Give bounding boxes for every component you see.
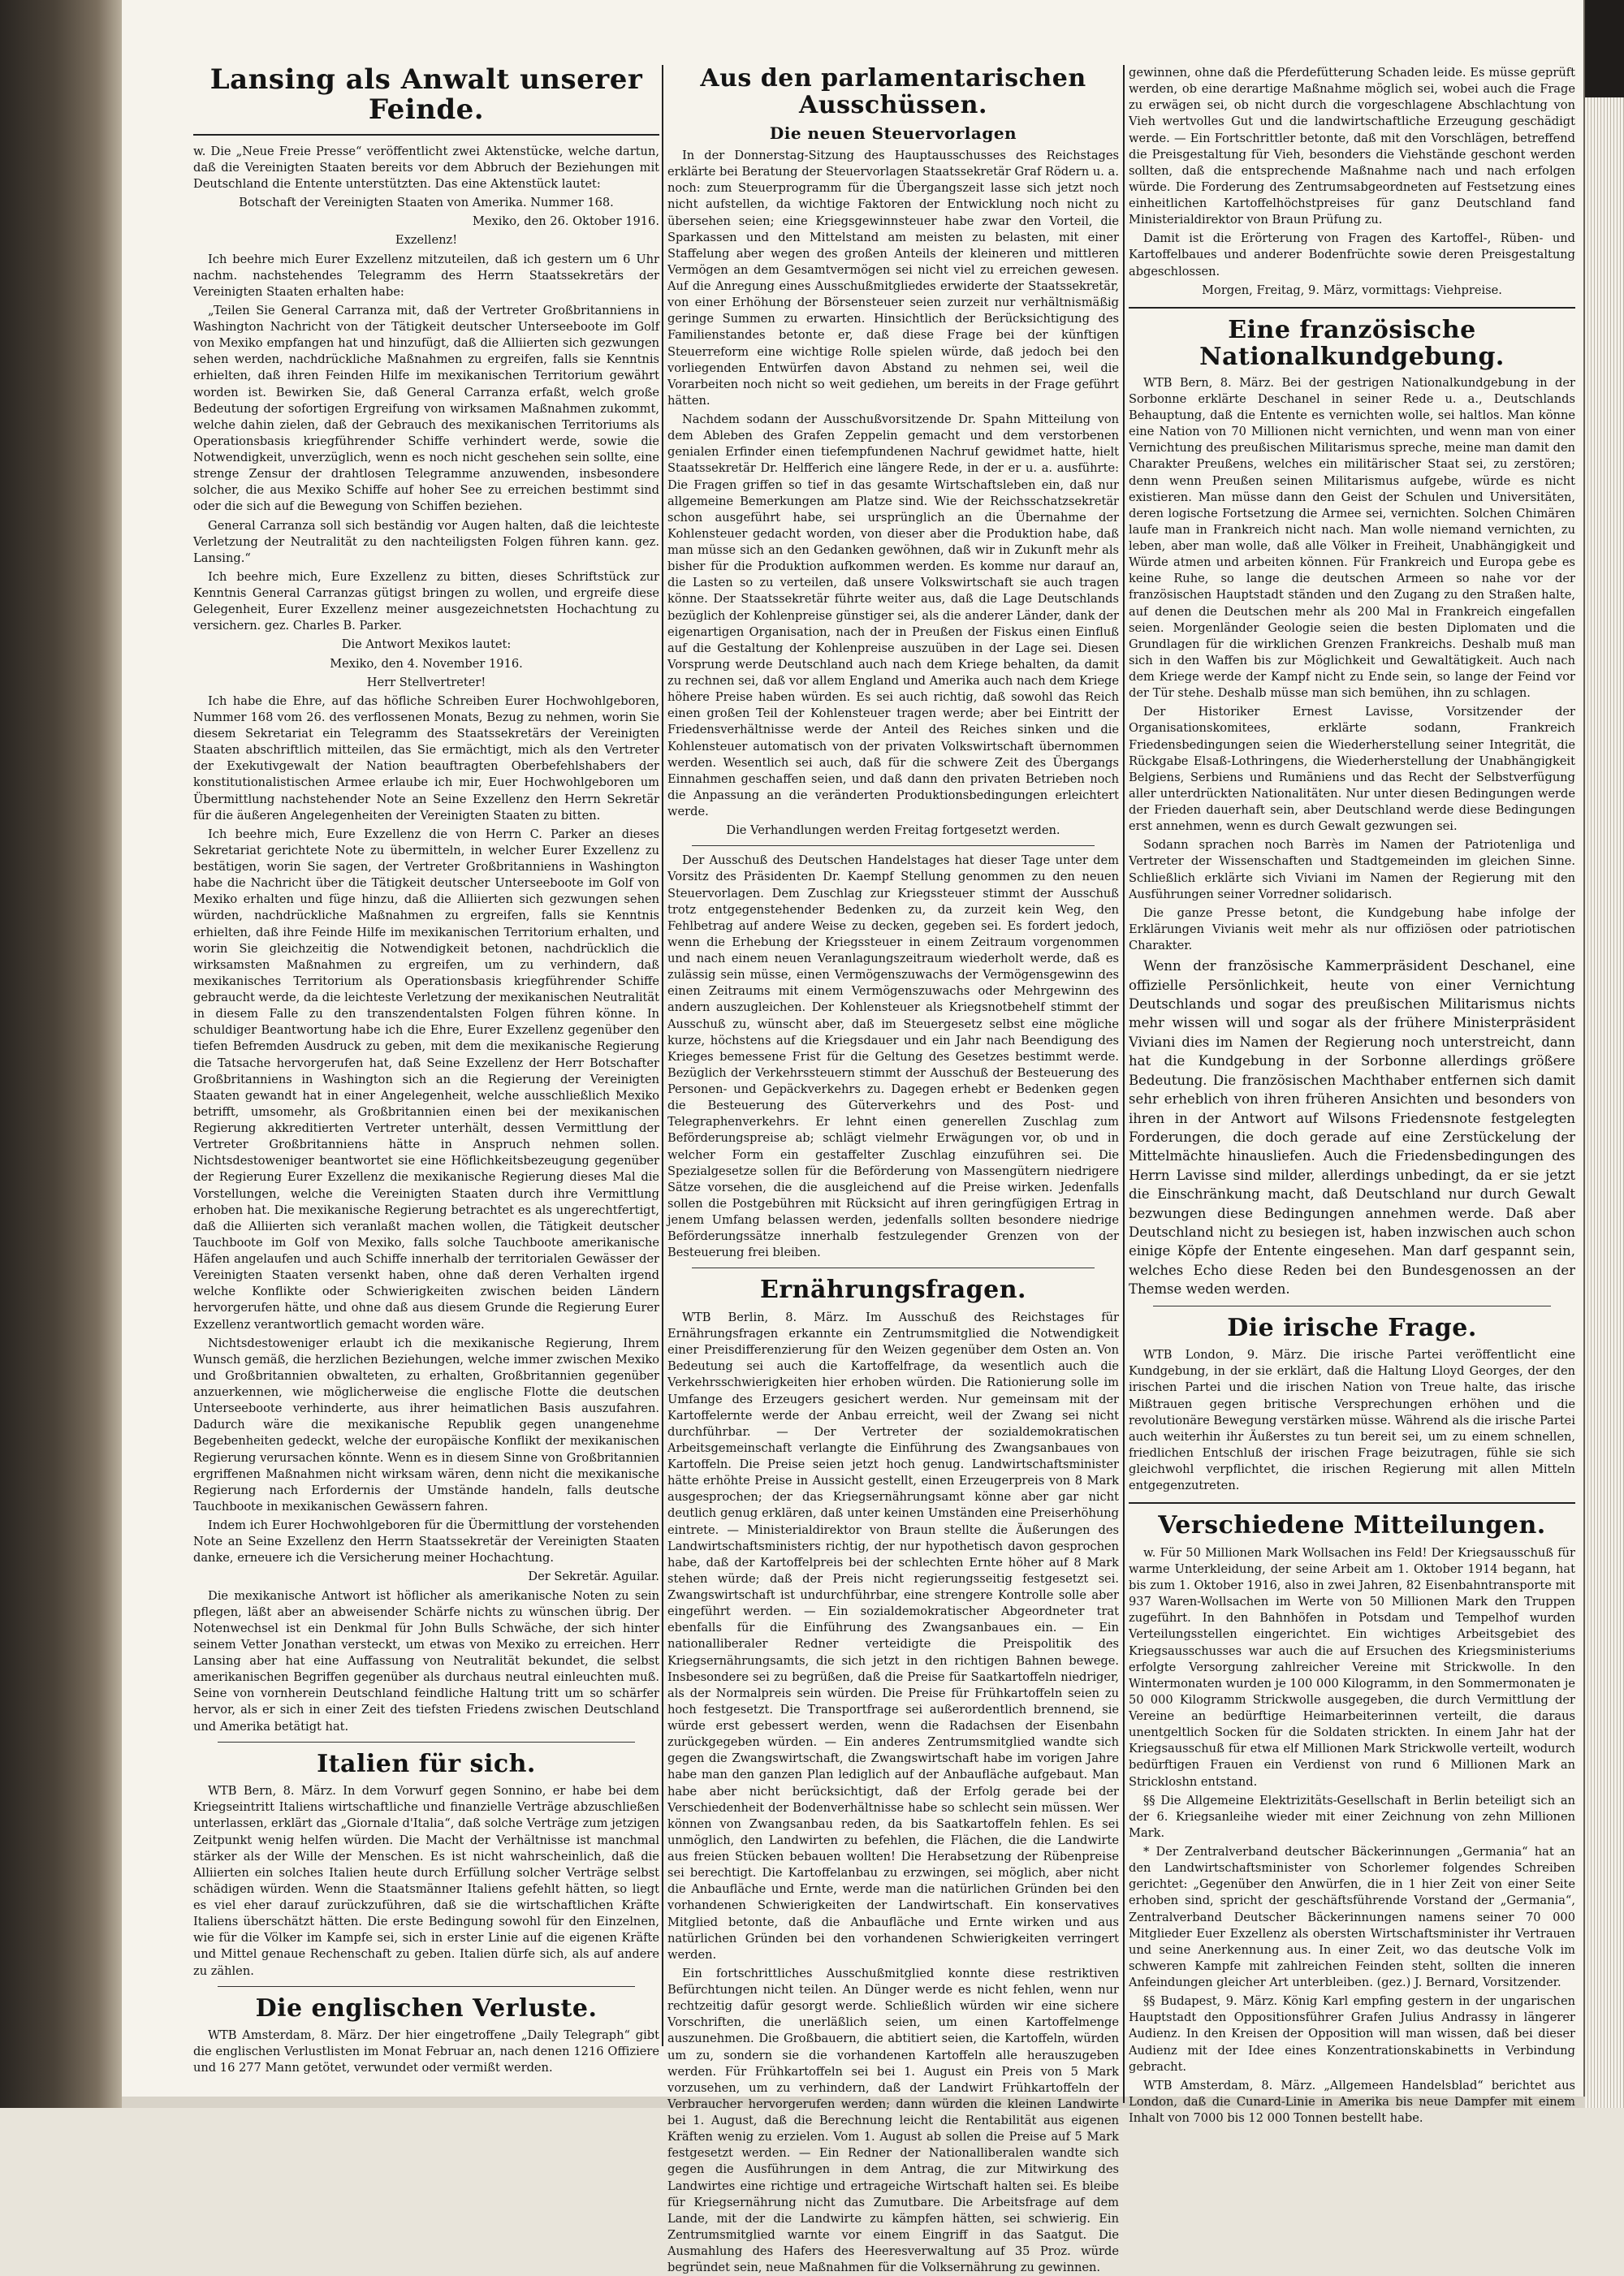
paragraph: In der Donnerstag-Sitzung des Hauptausschusses des Reichstages erklärte bei Beratung der Steuervorlagen Staatssekretär Graf Rödern u. a. noch: zum Steuerprogramm für die Übergangszeit lasse sich jetzt noch nicht aufstellen, da wichtige Faktoren der Entwicklung noch nicht zu übersehen seien; eine Kriegsgewinnsteuer habe zwar den Vorteil, die Sparkassen und den Mittelstand am meisten zu belasten, mit einer Staffelung aber wegen des großen Anteils der kleineren und mittleren Vermögen an dem Gesamtvermögen sei nicht viel zu erreichen gewesen. Auf die Anregung eines Ausschußmitgliedes erwiderte der Staatssekretär, von einer Erhöhung der Börsensteuer seien zurzeit nur verhältnismäßig geringe Summen zu erwarten. Hinsichtlich der Berücksichtigung des Familienstandes betonte er, daß diese Frage bei der künftigen Steuerreform eine wichtige Rolle spielen würde, daß jedoch bei den vorliegenden Entwürfen davon Abstand zu nehmen sei, weil die Vorarbeiten noch nicht so weit gediehen, um bereits in der Frage geführt hätten. — [667, 149, 1119, 408]
paragraph: Indem ich Eurer Hochwohlgeboren für die Übermittlung der vorstehenden Note an Seine Exzellenz den Herrn Staatssekretär der Vereinigten Staaten danke, erneuere ich die Versicherung meiner Hochachtung. — [193, 1518, 659, 1566]
dateline: Mexiko, den 4. November 1916. — [330, 656, 523, 671]
salutation: Herr Stellvertreter! — [366, 675, 486, 689]
paragraph: Der Historiker Ernest Lavisse, Vorsitzender der Organisationskomitees, erklärte sodann, Frankreich Friedensbedingungen seien die Wiederherstellung seiner Integrität, die Rückgabe Elsaß-Lothringens, die Wiederherstellung der Unabhängigkeit Belgiens, Serbiens und Rumäniens und das Recht der Selbstverfügung aller unterdrückten Nationalitäten. Nur unter diesen Bedingungen werde der Frieden dauerhaft sein, aber Deutschland werde diese Bedingungen erst annehmen, wenn es durch Gewalt gezwungen sei. — [1129, 705, 1575, 834]
subheading: Die Antwort Mexikos lautet: — [341, 637, 512, 652]
paragraph: * Der Zentralverband deutscher Bäckerinnungen „Germania“ hat an den Landwirtschaftsminister von Schorlemer folgendes Schreiben gerichtet: „Gegenüber den Anwürfen, die in 1 hier Zeit von einer Seite erhoben sind, spricht der geschäftsführende Vorstand der „Germania“, Zentralverband Deutscher Bäckerinnungen namens seiner 70 000 Mitglieder Euer Exzellenz als obersten Wirtschaftsminister ihr Vertrauen und seine Anerkennung aus. In einer Zeit, wo das deutsche Volk im schweren Kampfe mit zahlreichen Feinden steht, sollten die inneren Anfeindungen gleicher Art unterbleiben. (gez.) J. Bernard, Vorsitzender. — [1129, 1845, 1575, 1990]
paragraph: WTB Amsterdam, 8. März. „Allgemeen Handelsblad“ berichtet aus London, daß die Cunard-Linie in Amerika bis neue Dampfer mit einem Inhalt von 7000 bis 12 000 Tonnen bestellt habe. — [1129, 2078, 1575, 2126]
paragraph: Botschaft der Vereinigten Staaten von Amerika. Nummer 168. — [239, 196, 614, 210]
paragraph: Nachdem sodann der Ausschußvorsitzende Dr. Spahn Mitteilung von dem Ableben des Grafen Zeppelin gemacht und dem verstorbenen genialen Erfinder einen tiefempfundenen Nachruf gewidmet hatte, hielt Staatssekretär Dr. Helfferich eine längere Rede, in der er u. a. ausführte: Die Fragen griffen so tief in das gesamte Wirtschaftsleben ein, daß nur allgemeine Bemerkungen am Platze sind. Wie der Reichsschatzsekretär schon ausgeführt habe, sei ursprünglich an die Übernahme der Kohlensteuer gedacht worden, von dieser aber die Produktion habe, daß man müsse sich an den Gedanken gewöhnen, daß wir in Zukunft mehr als bisher für die Produktion aufkommen werden. Es komme nur darauf an, die Lasten so zu verteilen, daß unsere Volkswirtschaft sie auch tragen könne. Der Staatssekretär führte weiter aus, daß die Lage Deutschlands bezüglich der Kohlenpreise günstiger sei, als die anderer Länder, dank der eigenartigen Organisation, nach der in Preußen der Fiskus einen Einfluß auf die Gestaltung der Kohlenpreise auszuüben in der Lage sei. Diesen Vorsprung werde Deutschland auch nach dem Kriege behalten, da damit zu rechnen sei, daß vor allem England und Amerika auch nach dem Kriege höhere Preise haben würden. Es sei auch richtig, daß sowohl das Reich einen großen Teil der Kohlensteuer tragen werde; aber bei Eintritt der Friedensverhältnisse werde der Anteil des Reiches sinken und die Kohlensteuer automatisch von der privaten Volkswirtschaft übernommen werden. Wesentlich sei auch, daß für die schwere Zeit des Übergangs Einnahmen geschaffen seien, und daß dann den privaten Betrieben noch die Anpassung an die veränderten Produktionsbedingungen erleichtert werde. — [667, 412, 1119, 818]
page-edges — [1583, 0, 1624, 2108]
headline-ernaehrung: Ernährungsfragen. — [760, 1276, 1026, 1305]
paragraph: Morgen, Freitag, 9. März, vormittags: Viehpreise. — [1202, 283, 1502, 297]
dateline: Mexiko, den 26. Oktober 1916. — [472, 214, 659, 229]
divider — [218, 1742, 635, 1743]
salutation: Exzellenz! — [395, 233, 458, 248]
divider — [1129, 307, 1575, 309]
paragraph: §§ Budapest, 9. März. König Karl empfing gestern in der ungarischen Hauptstadt den Oppositionsführer Grafen Julius Andrassy in längerer Audienz. In den Kreisen der Opposition will man wissen, daß bei dieser Audienz mit der Idee eines Konzentrationskabinetts in Verbindung gebracht. — [1129, 1994, 1575, 2074]
paragraph: WTB London, 9. März. Die irische Partei veröffentlicht eine Kundgebung, in der sie erklärt, daß die Haltung Lloyd Georges, der den irischen Partei und die irischen Nation von Treue halte, das irische Mißtrauen gegen britische Versprechungen erhöhen und die revolutionäre Bewegung verstärken müsse. Während als die irische Partei auch weiterhin ihr Äußerstes zu tun bereit sei, um zu einem schnellen, friedlichen Entschluß der irischen Frage beizutragen, fühle sie sich gleichwohl verpflichtet, die irischen Regierung mit allen Mitteln entgegenzutreten. — [1129, 1348, 1575, 1493]
paragraph: Nichtsdestoweniger erlaubt ich die mexikanische Regierung, Ihrem Wunsch gemäß, die herzlichen Beziehungen, welche immer zwischen Mexiko und Großbritannien obwalteten, zu erhalten, Großbritannien gegenüber anzuerkennen, wie möglicherweise die englische Flotte die deutschen Unterseeboote verhinderte, aus ihrer heimatlichen Basis auszufahren. Dadurch wäre die mexikanische Republik gegen unangenehme Begebenheiten gedeckt, welche der europäische Konflikt der mexikanischen Regierung verursachen könnte. Wenn es in diesem Sinne von Großbritannien ergriffenen Maßnahmen nicht wirksam wären, denn nicht die mexikanische Regierung nach Erfordernis der Umstände handeln, falls deutsche Tauchboote in mexikanischen Gewässern fahren. — [193, 1336, 659, 1514]
signature: Der Sekretär. Aguilar. — [528, 1570, 659, 1584]
headline-nationalkundgebung: Eine französische Nationalkundgebung. — [1199, 315, 1505, 371]
column-rule-1 — [662, 65, 663, 2046]
paragraph: WTB Bern, 8. März. Bei der gestrigen Nationalkundgebung in der Sorbonne erklärte Deschanel in seiner Rede u. a., Deutschlands Behauptung, daß die Entente es vernichten wolle, sei haltlos. Man könne eine Nation von 70 Millionen nicht vernichten, und wenn man von einer Vernichtung des preußischen Militarismus spreche, meine man damit den Charakter Preußens, welches ein militärischer Staat sei, zu zerstören; denn wenn Preußen seinen Militarismus aufgebe, würde es nicht existieren. Man müsse dann den Geist der Schulen und Universitäten, deren logische Fortsetzung die Armee sei, vernichten. Solchen Chimären laufe man in Frankreich nicht nach. Man wolle niemand vernichten, zu leben, aber man wolle, daß alle Völker in Freiheit, Unabhängigkeit und Würde atmen und arbeiten können. Für Frankreich und Europa gebe es keine Ruhe, so lange die deutschen Armeen so nahe vor der französischen Hauptstadt ständen und den Zugang zu den Straßen halte, auf denen die Deutschen mehr als 200 Mal in Frankreich eingefallen seien. Morgenländer Geologie seien die besten Diplomaten und die Grundlagen für die wirklichen Grenzen Frankreichs. Deshalb muß man sich in den Waffen bis zur Möglichkeit und Gewaltätigkeit. Auch nach dem Kriege werde der Kampf nicht zu Ende sein, so lange der Feind vor der Tür stehe. Deshalb müsse man sich bemühen, ihn zu schlagen. — [1129, 375, 1575, 701]
paragraph: w. Für 50 Millionen Mark Wollsachen ins Feld! Der Kriegsausschuß für warme Unterkleidung, der seine Arbeit am 1. Oktober 1914 begann, hat bis zum 1. Oktober 1916, also in zwei Jahren, 82 Eisenbahntransporte mit 937 Waren-Wollsachen im Werte von 50 Millionen Mark den Truppen zugeführt. In den Bahnhöfen in Potsdam und Tempelhof wurden Verteilungsstellen eingerichtet. Ein wichtiges Arbeitsgebiet des Kriegsausschusses war auch die auf Ersuchen des Kriegsministeriums erfolgte Versorgung zahlreicher Vereine mit Strickwolle. In den Wintermonaten wurden je 100 000 Kilogramm, in den Sommermonaten je 50 000 Kilogramm Strickwolle ausgegeben, die durch Vermittlung der Vereine an bedürftige Heimarbeiterinnen verteilt, die daraus unentgeltlich Socken für die Soldaten strickten. In einem Jahr hat der Kriegsausschuß für etwa elf Millionen Mark Strickwolle verteilt, wodurch bedürftigen Frauen ein Verdienst von rund 6 Millionen Mark an Strickloshn entstand. — [1129, 1545, 1575, 1789]
column-2 — [667, 64, 1119, 2275]
paragraph: Die ganze Presse betont, die Kundgebung habe infolge der Erklärungen Vivianis weit mehr als nur offiziösen oder patriotischen Charakter. — [1129, 905, 1575, 952]
paragraph: „Teilen Sie General Carranza mit, daß der Vertreter Großbritanniens in Washington Nachricht von der Tätigkeit deutscher Unterseeboote im Golf von Mexiko empfangen hat und hinzufügt, daß die Alliierten sich gezwungen sehen werden, nachdrückliche Maßnahmen zu ergreifen, falls sie Kenntnis erhielten, daß ihren Feinden Hilfe im mexikanischen Territorium gewährt worden ist. Bewirken Sie, daß General Carranza erfaßt, welch große Bedeutung der sofortigen Ergreifung von wirksamen Maßnahmen zukommt, welche dahin zielen, daß der Gebrauch des mexikanischen Territoriums als Operationsbasis kriegführender Schiffe verhindert werde, sowie die Notwendigkeit, unverzüglich, wenn es noch nicht geschehen sein sollte, eine strenge Zensur der drahtlosen Telegramme anzuwenden, insbesondere solcher, die aus Mexiko Schiffe auf hoher See zu erreichen bestimmt sind oder die sich auf die Bewegung von Schiffen beziehen. — [193, 303, 659, 514]
headline-verluste: Die englischen Verluste. — [255, 1993, 598, 2023]
headline-italien: Italien für sich. — [317, 1749, 536, 1778]
paragraph: WTB Bern, 8. März. In dem Vorwurf gegen Sonnino, er habe bei dem Kriegseintritt Italiens wirtschaftliche und finanzielle Verträge abzuschließen unterlassen, erklärt das „Giornale d'Italia“, daß solche Verträge zum jetzigen Zeitpunkt wenig helfen würden. Die Macht der Verhältnisse ist manchmal stärker als der Wille der Menschen. Es ist nicht wahrscheinlich, daß die Alliierten ein solches Italien heute durch Erfüllung solcher Verträge selbst schädigen würden. Wenn die Staatsmänner Italiens gefehlt hätten, so liegt es viel eher darauf zurückzuführen, daß sie die wirtschaftlichen Kräfte Italiens überschätzt hätten. Die erste Bedingung sowohl für den Einzelnen, wie für die Völker im Kampfe sei, sich in erster Linie auf die eigenen Kräfte und Mittel genaue Rechenschaft zu geben. Italien dürfe sich, als auf andere zu zählen. — [193, 1784, 659, 1978]
paragraph: Damit ist die Erörterung von Fragen des Kartoffel-, Rüben- und Kartoffelbaues und anderer Bodenfrüchte sowie deren Preisgestaltung abgeschlossen. — [1129, 231, 1575, 279]
paragraph: Die Verhandlungen werden Freitag fortgesetzt werden. — [726, 823, 1060, 838]
divider — [193, 134, 659, 136]
paragraph: Ich beehre mich, Eure Exzellenz die von Herrn C. Parker an dieses Sekretariat gerichtete Note zu übermitteln, in welcher Eurer Exzellenz zu bestätigen, worin Sie sagen, der Vertreter Großbritanniens in Washington habe die Nachricht über die Tätigkeit deutscher Unterseeboote im Golf von Mexiko erhalten und füge hinzu, daß die Alliierten sich gezwungen sehen würden, nachdrückliche Maßnahmen zu ergreifen, falls sie Kenntnis erhielten, daß ihre Feinde Hilfe im mexikanischen Territorium erhalten, und worin Sie gleichzeitig die Notwendigkeit betonen, nachdrücklich die wirksamsten Maßnahmen zu ergreifen, um zu verhindern, daß mexikanisches Territorium als Operationsbasis kriegführender Schiffe gebraucht werde, da die leichteste Verletzung der mexikanischen Neutralität in diesem Falle zu den transzendentalsten Folgen führen könne. In schuldiger Beantwortung habe ich die Ehre, Eurer Exzellenz gegenüber den tiefen Befremden Ausdruck zu geben, mit dem die mexikanische Regierung die Tatsache hervorgerufen hat, daß Seine Exzellenz der Herr Botschafter Großbritanniens in Washington sich an die Regierung der Vereinigten Staaten gewandt hat in einer Angelegenheit, welche ausschließlich Mexiko betrifft, umsomehr, als Großbritannien einen bei der mexikanischen Regierung akkreditierten Vertreter unterhält, dessen Vermittlung der Vertreter Großbritanniens hätte in Anspruch nehmen sollen. Nichtsdestoweniger beantwortet sie eine Höflichkeitsbezeugung gegenüber der Regierung Eurer Exzellenz die mexikanische Regierung dieses Mal die Vorstellungen, welche die Vereinigten Staaten durch ihre Vermittlung erhoben hat. Die mexikanische Regierung betrachtet es als ungerechtfertigt, daß die Alliierten sich veranlaßt machen wollen, die Tätigkeit deutscher Tauchboote im Golf von Mexiko, falls solche Tauchboote amerikanische Häfen angelaufen und auch Schiffe innerhalb der territorialen Gewässer der Vereinigten Staaten versenkt haben, ohne daß deren Verhalten irgend welche Konflikte oder Schwierigkeiten zwischen beiden Ländern hervorgerufen hätte, und ohne daß aus diesem Grunde die Regierung Eurer Exzellenz verantwortlich gemacht worden wäre. — [193, 827, 659, 1332]
headline-ausschuesse: Aus den parlamentarischen Ausschüssen. — [700, 64, 1086, 119]
divider — [1129, 1502, 1575, 1504]
headline-lansing: Lansing als Anwalt unserer Feinde. — [209, 63, 643, 127]
article-lansing — [193, 144, 659, 1735]
paragraph: w. Die „Neue Freie Presse“ veröffentlicht zwei Aktenstücke, welche dartun, daß die Vereinigten Staaten bereits vor dem Abbruch der Beziehungen mit Deutschland die Entente unterstützten. Das eine Aktenstück lautet: — [193, 144, 659, 192]
page-edge-shadow — [1585, 0, 1624, 97]
divider — [218, 1986, 635, 1987]
headline-irische-frage: Die irische Frage. — [1227, 1313, 1477, 1342]
paragraph: gewinnen, ohne daß die Pferdefütterung Schaden leide. Es müsse geprüft werden, ob eine derartige Maßnahme möglich sei, wobei auch die Frage zu erwägen sei, ob nicht durch die vorgeschlagene Abschlachtung von Vieh wertvolles Gut und die landwirtschaftliche Erzeugung geschädigt werde. — Ein Fortschrittler betonte, daß mit den Vorschlägen, betreffend die Preisgestaltung für Vieh, besonders die Viehstände geschont werden sollten, daß die entsprechende Maßnahme nach und nach erfolgen würde. Die Forderung des Zentrumsabgeordneten auf Festsetzung eines einheitlichen Kartoffelhöchstpreises für ganz Deutschland fand Ministerialdirektor von Braun Prüfung zu. — [1129, 66, 1575, 227]
book-binding — [0, 0, 122, 2108]
divider — [692, 845, 1095, 846]
paragraph: Der Ausschuß des Deutschen Handelstages hat dieser Tage unter dem Vorsitz des Präsidenten Dr. Kaempf Stellung genommen zu den neuen Steuervorlagen. Dem Zuschlag zur Kriegssteuer stimmt der Ausschuß trotz entgegenstehender Bedenken zu, da zurzeit kein Weg, den Fehlbetrag auf andere Weise zu decken, gegeben sei. Es fordert jedoch, wenn die Erhebung der Kriegssteuer in einem Zeitraum vorgenommen und nach einem neuen Veranlagungszeitraum wiederholt werde, daß es zulässig sein müsse, einen Vermögenszuwachs der Vermögensgewinn des einen Zeitraums mit einem Vermögenszuwachs oder Mehrgewinn des andern auszugleichen. Der Kohlensteuer als Kriegsnotbehelf stimmt der Ausschuß zu, wünscht aber, daß im Steuergesetz selbst eine mögliche kurze, höchstens auf die Kriegsdauer und ein Jahr nach Beendigung des Krieges bemessene Frist für die Geltung des Gesetzes bestimmt werde. Bezüglich der Verkehrssteuern stimmt der Ausschuß der Besteuerung des Personen- und Gepäckverkehrs zu. Dagegen erhebt er Bedenken gegen die Besteuerung des Güterverkehrs und des Post- und Telegraphenverkehrs. Er lehnt einen generellen Zuschlag zum Beförderungspreise ab; schlägt vielmehr Erwägungen vor, ob und in welcher Form ein gestaffelter Zuschlag einzuführen sei. Die Spezialgesetze sollen für die Beförderung von Massengütern niedrigere Sätze vorsehen, die die ausgleichend auf die Preise wirken. Jedenfalls sollen die Postgebühren mit Rücksicht auf ihren geringfügigen Ertrag in jenem Umfang belassen werden, jedenfalls sollten besondere niedrige Beförderungssätze innerhalb festzulegender Grenzen von der Besteuerung frei bleiben. — [667, 853, 1119, 1260]
paragraph: General Carranza soll sich beständig vor Augen halten, daß die leichteste Verletzung der Neutralität zu den nachteiligsten Folgen führen kann. gez. Lansing.“ — [193, 518, 659, 565]
paragraph: Ich habe die Ehre, auf das höfliche Schreiben Eurer Hochwohlgeboren, Nummer 168 vom 26. des verflossenen Monats, Bezug zu nehmen, worin Sie diesem Sekretariat ein Telegramm des Staatssekretärs der Vereinigten Staaten abschriftlich mitteilen, das Sie ermächtigt, mich als den Vertreter der Exekutivgewalt der Nation beauftragten Oberbefehlshabers der konstitutionalistischen Armee erlaube ich mir, Euer Hochwohlgeboren um Übermittlung nachstehender Note an Seine Exzellenz den Herrn Sekretär für die äußeren Angelegenheiten der Vereinigten Staaten zu bitten. — [193, 693, 659, 823]
column-1 — [193, 63, 659, 2075]
paragraph: Die mexikanische Antwort ist höflicher als amerikanische Noten zu sein pflegen, läßt aber an abweisender Schärfe nichts zu wünschen übrig. Der Notenwechsel ist ein Denkmal für John Bulls Schwäche, der sich hinter seinem Vetter Jonathan versteckt, um etwas von Mexiko zu erreichen. Herr Lansing aber hat eine Auffassung von Neutralität bekundet, die selbst amerikanischen Begriffen gegenüber als durchaus neutral einleuchten muß. Seine von vornherein Deutschland feindliche Haltung tritt um so schärfer hervor, als er sich in einer Zeit des tiefsten Friedens zwischen Deutschland und Amerika betätigt hat. — [193, 1588, 659, 1734]
paragraph: Ich beehre mich Eurer Exzellenz mitzuteilen, daß ich gestern um 6 Uhr nachm. nachstehendes Telegramm des Herrn Staatssekretärs der Vereinigten Staaten erhalten habe: — [193, 252, 659, 299]
paragraph: §§ Die Allgemeine Elektrizitäts-Gesellschaft in Berlin beteiligt sich an der 6. Kriegsanleihe wieder mit einer Zeichnung von zehn Millionen Mark. — [1129, 1793, 1575, 1840]
headline-mitteilungen: Verschiedene Mitteilungen. — [1158, 1511, 1546, 1540]
paragraph: Ein fortschrittliches Ausschußmitglied konnte diese restriktiven Befürchtungen nicht teilen. An Dünger werde es nicht fehlen, wenn nur rechtzeitig dafür gesorgt werde. Schließlich würden wir eine sichere Vorschriften, die unerläßlich seien, um einen Kartoffelmenge auszunehmen. Die Großbauern, die abtitiert seien, die Kartoffeln, würden um zu, sondern sie die vorhandenen Kartoffeln alle herauszugeben werden. Für Frühkartoffeln sei bei 1. August ein Preis von 5 Mark vorzusehen, um zu verhindern, daß der Landwirt Frühkartoffeln der Verbraucher hervorgerufen werden; dann würden die kleinen Landwirte bei 1. August, daß die Berechnung leicht die Rentabilität aus eigenen Kräften wenig zu erzielen. Vom 1. August ab sollen die Preise auf 5 Mark festgesetzt werden. — Ein Redner der Nationalliberalen wandte sich gegen die Ausführungen in dem Antrag, die zur Mitwirkung des Landwirtes eine richtige und ertrageiche Wirtschaft halten sei. Es bleibe für Kriegsernährung nicht das Zumutbare. Die Arbeitsfrage auf dem Lande, mit der die Landwirte zu kämpfen hätten, sei schwierig. Ein Zentrumsmitglied warnte vor einem Eingriff in das Saatgut. Die Ausmahlung des Hafers des Heeresverwaltung auf 35 Proz. würde begründet sein, neue Maßnahmen für die Volksernährung zu gewinnen. — [667, 1966, 1119, 2275]
paragraph: Wenn der französische Kammerpräsident Deschanel, eine offizielle Persönlichkeit, heute von einer Vernichtung Deutschlands und sogar des preußischen Militarismus nichts mehr wissen will und sogar als der frühere Ministerpräsident Viviani dies im Namen der Regierung noch unterstreicht, dann hat die Kundgebung in der Sorbonne allerdings größere Bedeutung. Die französischen Machthaber entfernen sich damit sehr erheblich von ihren früheren Ansichten und besonders von ihren in der Antwort auf Wilsons Friedensnote festgelegten Forderungen, die doch gerade auf eine Zerstückelung der Mittelmächte hinausliefen. Auch die Friedensbedingungen des Herrn Lavisse sind milder, allerdings unbedingt, da er sie jetzt die Einschränkung macht, daß Deutschland nur durch Gewalt bezwungen diese Bedingungen annehmen werde. Daß aber Deutschland nicht zu besiegen ist, haben inzwischen auch schon einige Köpfe der Entente eingesehen. Man darf gespannt sein, welches Echo diese Reden bei den Bundesgenossen an der Themse weden werden. — [1129, 958, 1575, 1298]
column-3 — [1129, 65, 1575, 2126]
paragraph: WTB Amsterdam, 8. März. Der hier eingetroffene „Daily Telegraph“ gibt die englischen Verlustlisten im Monat Februar an, nach denen 1216 Offiziere und 16 277 Mann getötet, verwundet oder vermißt werden. — [193, 2028, 659, 2075]
paragraph: Sodann sprachen noch Barrès im Namen der Patriotenliga und Vertreter der Wissenschaften und Stadtgemeinden im gleichen Sinne. Schließlich erklärte sich Viviani im Namen der Regierung mit den Ausführungen seiner Vorredner solidarisch. — [1129, 838, 1575, 901]
column-rule-2 — [1123, 65, 1125, 2103]
subhead-steuervorlagen: Die neuen Steuervorlagen — [769, 123, 1017, 143]
paragraph: Ich beehre mich, Eure Exzellenz zu bitten, dieses Schriftstück zur Kenntnis General Carranzas gütigst bringen zu wollen, und ergreife diese Gelegenheit, Eurer Exzellenz meiner ausgezeichnetsten Hochachtung zu versichern. gez. Charles B. Parker. — [193, 569, 659, 633]
paragraph: WTB Berlin, 8. März. Im Ausschuß des Reichstages für Ernährungsfragen erkannte ein Zentrumsmitglied die Notwendigkeit einer Preisdifferenzierung für den Weizen gegenüber dem Osten an. Von Bedeutung sei auch die Kartoffelfrage, da wesentlich auch die Verkehrsschwierigkeiten hier erhoben würden. Die Rationierung solle im Umfange des Erzeugers gesichert werden. Nur gemeinsam mit der Kartoffelernte werde der Anbau erreicht, weil der Zwang sei nicht durchführbar. — Der Vertreter der sozialdemokratischen Arbeitsgemeinschaft verlangte die Einführung des Zwangsanbaues von Kartoffeln. Die Preise seien jetzt hoch genug. Landwirtschaftsminister hätte erhöhte Preise in Aussicht gestellt, einen Erzeugerpreis von 8 Mark ausgesprochen; der das Kriegsernährungsamt könne aber gar nicht deutlich genug erklären, daß unter keinen Umständen eine Preiserhöhung eintrete. — Ministerialdirektor von Braun stellte die Äußerungen des Landwirtschaftsministers richtig, der nur hypothetisch davon gesprochen habe, daß der Kartoffelpreis bei der schlechten Ernte höher auf 8 Mark stehen würde; daß der Preis nicht regierungsseitig festgesetzt sei. Zwangswirtschaft ist undurchführbar, eine strengere Kontrolle solle aber eingeführt werden. — Ein sozialdemokratischer Abgeordneter trat ebenfalls für die Einführung des Zwangsanbaues ein. — Ein nationalliberaler Redner verteidigte die Preispolitik des Kriegsernährungsamts, die sich jetzt in den richtigen Bahnen bewege. Insbesondere sei zu begrüßen, daß die Preise für Saatkartoffeln niedriger, als der Normalpreis sein würden. Die Preise für Frühkartoffeln seien zu hoch festgesetzt. Die Transportfrage sei außerordentlich brennend, sie würde erst gebessert werden, wenn die Radachsen der Eisenbahn zurückgegeben würden. — Ein anderes Zentrumsmitglied wandte sich gegen die Zwangswirtschaft, die Zwangswirtschaft habe im vorigen Jahre habe man den ganzen Plan lediglich auf der Anbaufläche aufgebaut. Man habe aber nicht berücksichtigt, daß der Erfolg gerade bei der Verschiedenheit der Bodenverhältnisse habe so schlecht sein müssen. Wer können von Zwangsanbau reden, da bis Saatkartoffeln fehlen. Es sei unmöglich, den Landwirten zu befehlen, die Flächen, die die Landwirte aus freien Stücken bebauen wollten! Die Herabsetzung der Rübenpreise sei berechtigt. Die Kartoffelanbau zu erzwingen, sei möglich, aber nicht die Anbaufläche und Ernte, werde man die natürlichen Gründen bei den vorhandenen Schwierigkeiten der Landwirtschaft. Ein konservatives Mitglied betonte, daß die Anbaufläche und Ernte wirken und aus natürlichen Gründen bei den vorhandenen Schwierigkeiten verringert werden. — [667, 1310, 1119, 1962]
